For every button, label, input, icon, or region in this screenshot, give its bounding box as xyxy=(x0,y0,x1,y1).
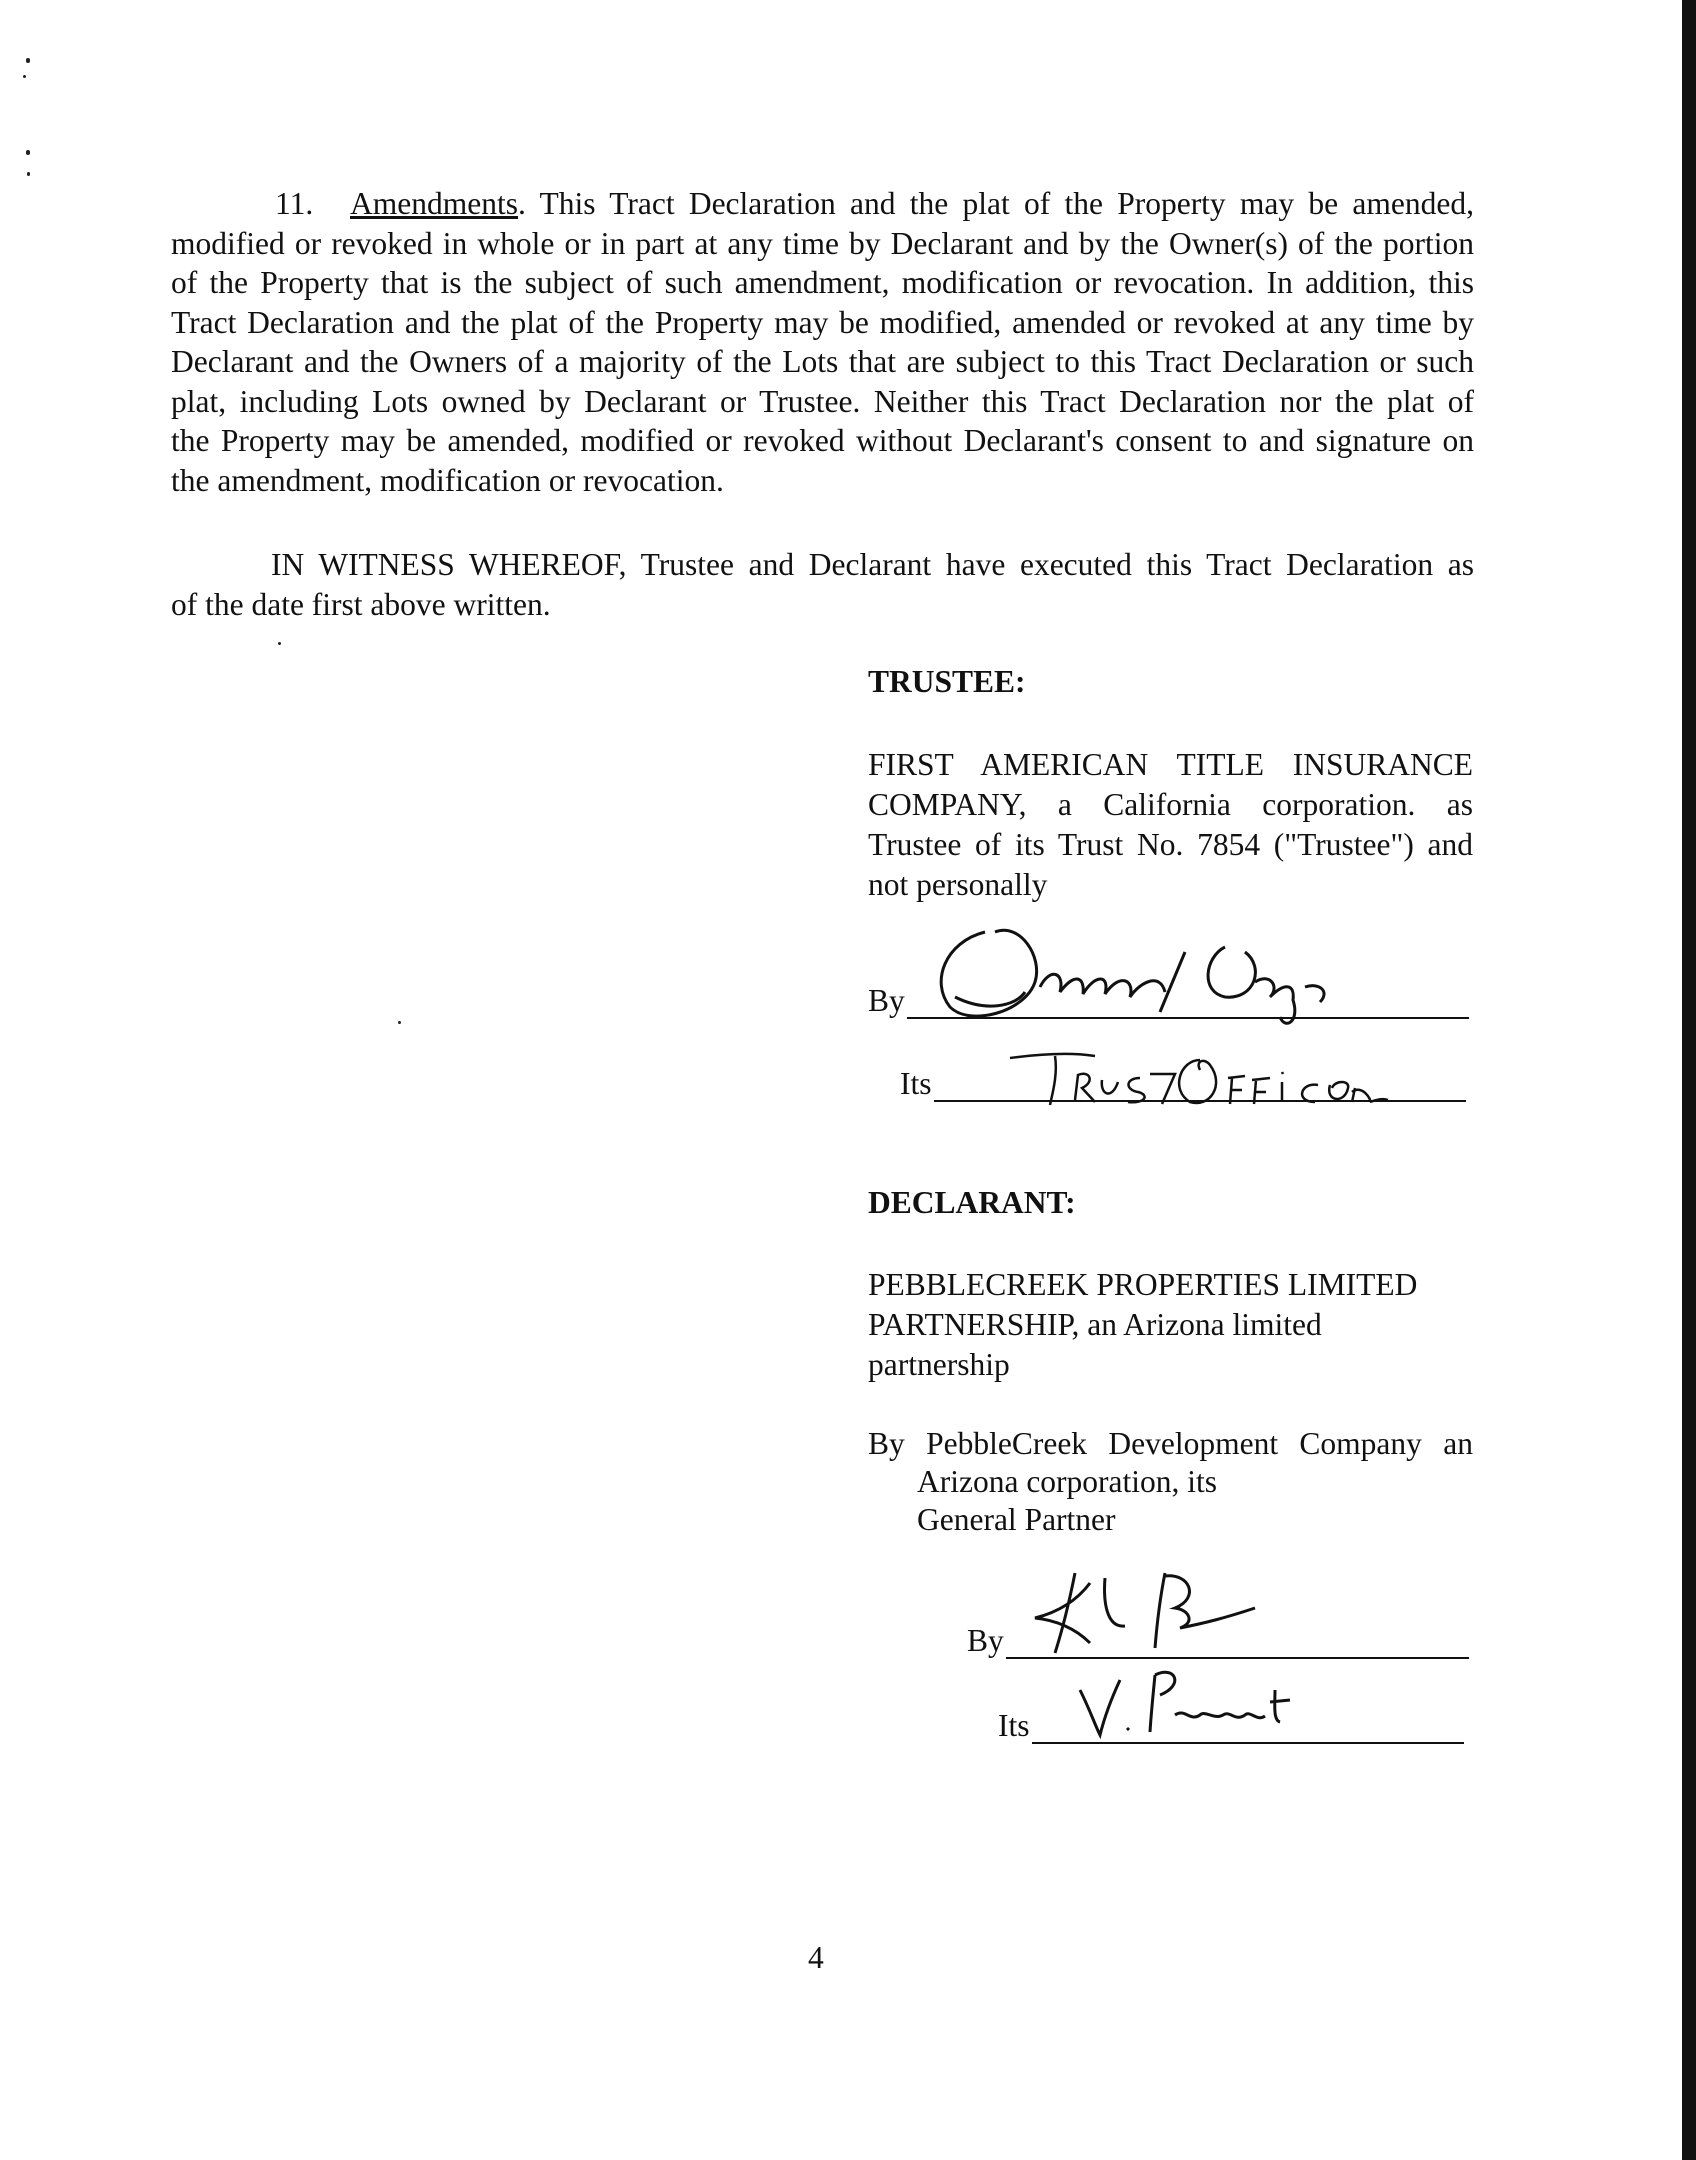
trustee-signature xyxy=(925,912,1385,1032)
scan-edge-bar xyxy=(1682,0,1696,2160)
paragraph-line: the amendment, modification or revocation. xyxy=(171,462,724,498)
title-line xyxy=(1032,1741,1464,1744)
trustee-title-handwriting xyxy=(1000,1040,1400,1110)
by-label: By xyxy=(967,1623,1004,1658)
scan-speck xyxy=(398,1021,401,1024)
scan-speck xyxy=(26,150,30,155)
paragraph-line: of the Property that is the subject of such amendment, modification or revocation. In addition, this xyxy=(171,265,1474,300)
by-label: By xyxy=(868,983,905,1018)
scan-speck xyxy=(27,172,30,176)
scan-speck xyxy=(26,58,30,63)
declarant-title-handwriting xyxy=(1075,1660,1315,1740)
witness-paragraph xyxy=(171,545,1474,624)
paragraph-line: the Property may be amended, modified or revoked without Declarant's consent to and signature on xyxy=(171,423,1474,458)
declarant-signature xyxy=(1015,1568,1275,1658)
scan-speck xyxy=(23,75,26,78)
its-label: Its xyxy=(998,1708,1030,1743)
amendments-paragraph xyxy=(171,184,1474,500)
declarant-entity: PEBBLECREEK PROPERTIES LIMITED PARTNERSHIP, an Arizona limited partnership xyxy=(868,1267,1418,1382)
paragraph-line: of the date first above written. xyxy=(171,586,551,622)
paragraph-line: IN WITNESS WHEREOF, Trustee and Declarant have executed this Tract Declaration as xyxy=(271,547,1474,582)
scan-speck xyxy=(278,642,281,645)
page-number: 4 xyxy=(808,1940,824,1975)
its-label: Its xyxy=(900,1066,932,1101)
paragraph-line: modified or revoked in whole or in part at any time by Declarant and by the Owner(s) of the portion xyxy=(171,225,1474,261)
paragraph-line: plat, including Lots owned by Declarant or Trustee. Neither this Tract Declaration nor the plat of xyxy=(171,383,1474,419)
paragraph-line: Tract Declaration and the plat of the Property may be modified, amended or revoked at any time by xyxy=(171,304,1474,340)
declarant-general-partner: By PebbleCreek Development Company an Arizona corporation, its General Partner xyxy=(868,1426,1473,1537)
trustee-entity: FIRST AMERICAN TITLE INSURANCE COMPANY, a California corporation. as Trustee of its Trust No. 7854 ("Trustee") and not personally xyxy=(868,747,1473,902)
trustee-heading: TRUSTEE: xyxy=(868,664,1026,699)
declarant-heading: DECLARANT: xyxy=(868,1185,1076,1220)
section-title: Amendments xyxy=(350,186,518,221)
paragraph-line: 11. Amendments. This Tract Declaration and the plat of the Property may be amended, xyxy=(171,184,1474,224)
paragraph-line: Declarant and the Owners of a majority of the Lots that are subject to this Tract Declaration or such xyxy=(171,344,1474,379)
section-number: 11. xyxy=(275,186,314,221)
